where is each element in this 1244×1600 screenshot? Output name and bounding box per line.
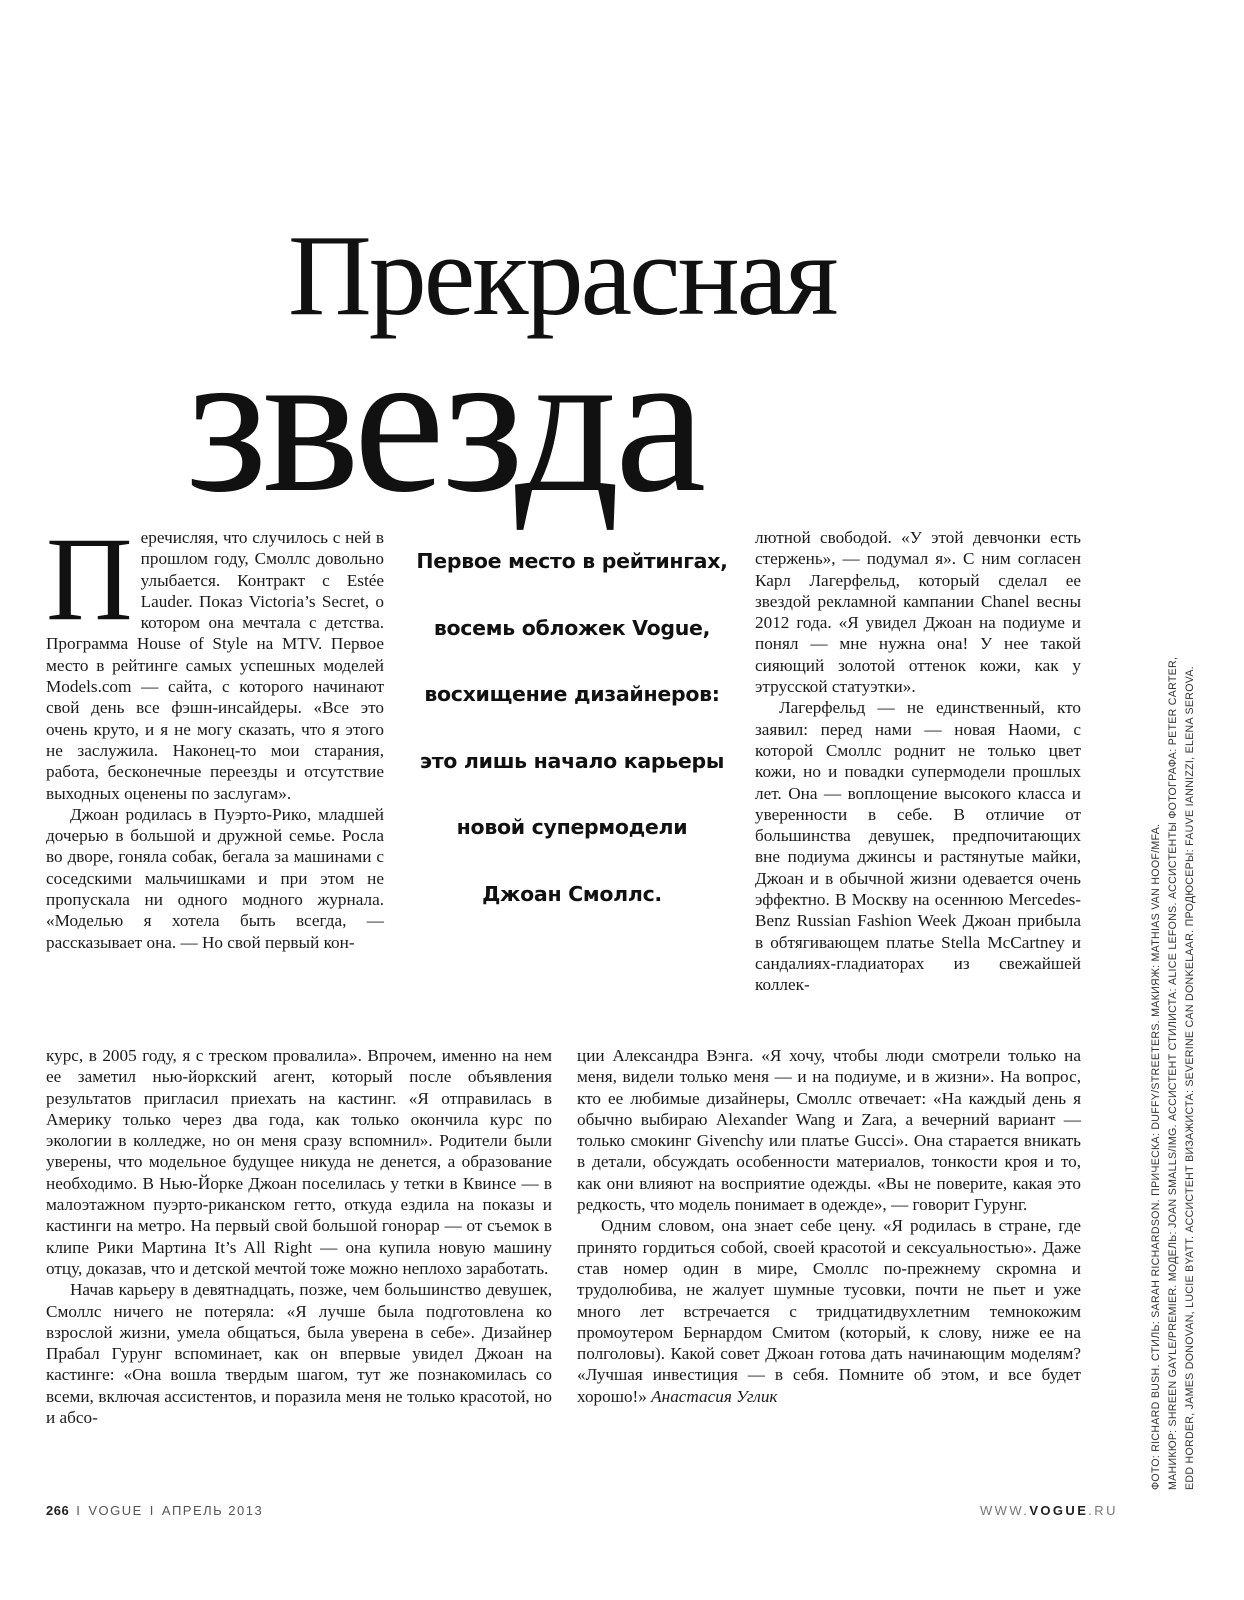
page-number: 266: [46, 1503, 70, 1518]
website-url[interactable]: [980, 1503, 1118, 1518]
url-brand: VOGUE: [1029, 1503, 1089, 1518]
headline-line-2: звезда: [186, 306, 702, 535]
credits-line: ФОТО: RICHARD BUSH. СТИЛЬ: SARAH RICHARDSON. ПРИЧЕСКА: DUFFY/STREETERS. МАКИЯЖ: MATHIAS VAN HOOF/MFA.: [1150, 823, 1162, 1490]
folio-separator: I: [76, 1503, 82, 1518]
photo-credits: [1148, 530, 1199, 1490]
pull-quote-line: Джоан Смоллс.: [482, 881, 662, 906]
pull-quote-line: восемь обложек Vogue,: [433, 615, 711, 640]
article-column-lower-right: [577, 1045, 1081, 1407]
drop-cap: П: [46, 512, 133, 645]
article-column-1: [46, 512, 384, 953]
pull-quote-line: восхищение дизайнеров:: [424, 682, 720, 706]
article-paragraph: Джоан родилась в Пуэрто-Рико, младшей дочерью в большой и дружной семье. Росла во дворе, гоняла собак, бегала за машинами с соседскими мальчишками и при этом не пропускала ни одного модного журнала. «Моделью я хотела быть всегда, — рассказывает она. — Но свой первый кон-: [46, 804, 384, 952]
pull-quote-line: это лишь начало карьеры: [419, 748, 725, 773]
closing-paragraph-text: Одним словом, она знает себе цену. «Я родилась в стране, где принято гордиться собой, своей красотой и сексуальностью». Даже став номер один в мире, Смоллс по-прежнему скромна и трудолюбива, не жалует шумные тусовки, почти не пьет и уже много лет встречается с тридцатидвухлетним темнокожим промоутером Бернардом Смитом (который, к слову, ниже ее на полголовы). Какой совет Джоан готова дать начинающим моделям? «Лучшая инвестиция — в себя. Помните об этом, и все будет хорошо!»: [577, 1216, 1081, 1406]
article-column-3: [755, 527, 1081, 996]
pull-quote-line: новой супермодели: [456, 815, 688, 839]
article-paragraph: еречисляя, что случилось с ней в прошлом году, Смоллс довольно улыбается. Контракт с Estée Lauder. Показ Victoria’s Secret, о котором она мечтала с детства. Программа House of Style на MTV. Первое место в рейтинге самых успешных моделей Models.com — сайта, с которого начинают свой день все фэшн-инсайдеры. «Все это очень круто, и я не могу сказать, что я этого не заслужила. Наконец-то мои старания, работа, бесконечные переезды и отсутствие выходных оценены по заслугам».: [46, 528, 384, 803]
article-paragraph: ции Александра Вэнга. «Я хочу, чтобы люди смотрели только на меня, видели только меня — и на подиуме, и в жизни». На вопрос, кто ее любимые дизайнеры, Смоллс отвечает: «На каждый день я обычно выбираю Alexander Wang и Zara, а вечерний вариант — только смокинг Givenchy или платье Gucci». Она старается вникать в детали, обсуждать особенности материалов, тонкости кроя и то, как они влияют на восприятие одежды. «Вы не поверите, какая это редкость, что модель понимает в одежде», — говорит Гурунг.: [577, 1046, 1081, 1215]
article-paragraph: лютной свободой. «У этой девчонки есть стержень», — подумал я». С ним согласен Карл Лагерфельд, который сделал ее звездой рекламной кампании Chanel весны 2012 года. «Я увидел Джоан на подиуме и понял — мне нужна она! У нее такой сияющий золотой оттенок кожи, как у этрусской статуэтки».: [755, 528, 1081, 697]
credits-line: EDD HORDER, JAMES DONOVAN, LUCIE BYATT. АССИСТЕНТ ВИЗАЖИСТА: SEVERINE CAN DONKELAAR. ПРОДЮСЕРЫ: FAUVE IANNIZZI, ELENA SEROVA.: [1184, 666, 1196, 1490]
folio-separator: I: [149, 1503, 155, 1518]
article-paragraph: Начав карьеру в девятнадцать, позже, чем большинство девушек, Смоллс ничего не потеряла: «Я лучше была подготовлена ко взрослой жизни, умела общаться, была уверена в себе». Дизайнер Прабал Гурунг вспоминает, как он впервые увидел Джоан на кастинге: «Она вошла твердым шагом, тут же познакомилась со всеми, включая ассистентов, и поразила меня не только красотой, но и абсо-: [46, 1280, 552, 1428]
headline-line-1: Прекрасная: [288, 212, 836, 340]
article-paragraph: [577, 1215, 1081, 1407]
folio: [46, 1503, 263, 1518]
article-paragraph: курс, в 2005 году, я с треском провалила». Впрочем, именно на нем ее заметил нью-йоркский агент, который после объявления результатов пригласил приехать на кастинг. «Я отправилась в Америку только через два года, как только окончила курс по экологии в колледже, но он меня сразу вспомнил». Родители были уверены, что модельное будущее никуда не денется, а образование необходимо. В Нью-Йорке Джоан поселилась у тетки в Квинсе — в малоэтажном пуэрто-риканском гетто, откуда ездила на показы и кастинги на метро. На первый свой большой гонорар — от съемок в клипе Рики Мартина It’s All Right — она купила новую машину отцу, доказав, что и детской мечтой тоже можно неплохо заработать.: [46, 1046, 552, 1278]
credits-line: МАНИКЮР: SHREEN GAYLE/PREMIER. МОДЕЛЬ: JOAN SMALLS/IMG. АССИСТЕНТ СТИЛИСТА: ALICE LEFONS. АССИСТЕНТЫ ФОТОГРАФА: PETER CARTER,: [1167, 656, 1179, 1490]
pull-quote: [396, 528, 748, 927]
issue-date: АПРЕЛЬ 2013: [161, 1503, 264, 1518]
article-column-lower-left: [46, 1045, 552, 1428]
pull-quote-line: Первое место в рейтингах,: [416, 549, 728, 573]
url-prefix: WWW.: [980, 1503, 1030, 1518]
magazine-name: VOGUE: [88, 1503, 143, 1518]
author-byline: Анастасия Углик: [651, 1386, 778, 1406]
article-paragraph: Лагерфельд — не единственный, кто заявил: перед нами — новая Наоми, с которой Смоллс роднит не только цвет кожи, но и повадки супермодели прошлых лет. Она — воплощение высокого класса и уверенности в себе. В отличие от большинства девушек, предпочитающих вне подиума джинсы и растянутые майки, Джоан и в обычной жизни одевается очень эффектно. В Москву на осеннюю Mercedes-Benz Russian Fashion Week Джоан прибыла в обтягивающем платье Stella McCartney и сандалиях-гладиаторах из свежайшей коллек-: [755, 698, 1081, 995]
url-suffix: .RU: [1088, 1503, 1118, 1518]
